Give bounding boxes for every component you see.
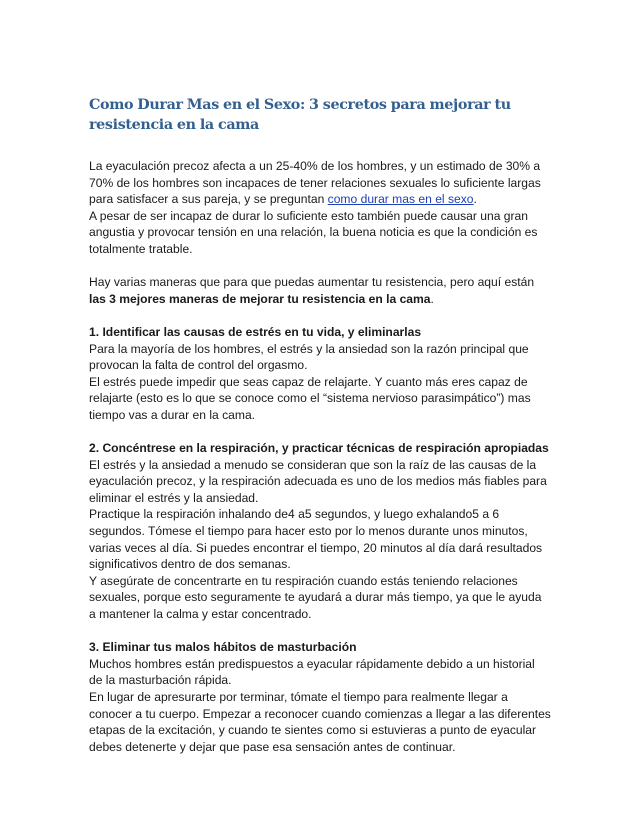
section-3 bbox=[89, 639, 551, 755]
section-2-heading: 2. Concéntrese en la respiración, y practicar técnicas de respiración apropiadas bbox=[89, 441, 549, 456]
article-body bbox=[89, 95, 551, 772]
intro-paragraph-2: A pesar de ser incapaz de durar lo suficiente esto también puede causar una gran angustia y provocar tensión en una relación, la buena noticia es que la condición es totalmente tratable. bbox=[89, 208, 538, 256]
section-2-paragraph-1: El estrés y la ansiedad a menudo se consideran que son la raíz de las causas de la eyaculación precoz, y la respiración adecuada es uno de los medios más fiables para eliminar el estrés y la ansiedad. bbox=[89, 457, 547, 505]
overview-block bbox=[89, 274, 551, 307]
article-title: Como Durar Mas en el Sexo: 3 secretos para mejorar tu resistencia en la cama bbox=[89, 97, 511, 133]
section-1 bbox=[89, 324, 551, 424]
section-1-paragraph-2: El estrés puede impedir que seas capaz de relajarte. Y cuanto más eres capaz de relajarte (esto es lo que se conoce como el “sistema nervioso parasimpático”) mas tiempo vas a durar en la cama. bbox=[89, 374, 531, 422]
intro-block bbox=[89, 158, 551, 258]
section-1-heading: 1. Identificar las causas de estrés en tu vida, y eliminarlas bbox=[89, 324, 422, 339]
section-3-heading: 3. Eliminar tus malos hábitos de masturbación bbox=[89, 640, 357, 655]
overview-paragraph: Hay varias maneras que para que puedas aumentar tu resistencia, pero aquí están las 3 mejores maneras de mejorar tu resistencia en la cama. bbox=[89, 275, 535, 306]
section-1-paragraph-1: Para la mayoría de los hombres, el estrés y la ansiedad son la razón principal que provocan la falta de control del orgasmo. bbox=[89, 341, 529, 373]
overview-bold-text: las 3 mejores maneras de mejorar tu resistencia en la cama bbox=[89, 291, 431, 306]
section-2-paragraph-3: Y asegúrate de concentrarte en tu respiración cuando estás teniendo relaciones sexuales, porque esto seguramente te ayudará a durar más tiempo, ya que le ayuda a mantener la calma y estar concentrado. bbox=[89, 573, 542, 622]
section-2-paragraph-2: Practique la respiración inhalando de4 a5 segundos, y luego exhalando5 a 6 segundos. Tómese el tiempo para hacer esto por lo menos durante unos minutos, varias veces al día. Si puedes encontrar el tiempo, 20 minutos al día dará resultados significativos dentro de dos semanas. bbox=[89, 507, 543, 572]
section-3-paragraph-2: En lugar de apresurarte por terminar, tómate el tiempo para realmente llegar a conocer a tu cuerpo. Empezar a reconocer cuando comienzas a llegar a las diferentes etapas de la excitación, y cuando te sientes como si estuvieras a punto de eyacular debes detenerte y dejar que pase esa sensación antes de continuar. bbox=[89, 690, 551, 754]
intro-paragraph-1: La eyaculación precoz afecta a un 25-40% de los hombres, y un estimado de 30% a 70% de los hombres son incapaces de tener relaciones sexuales lo suficiente largas para satisfacer a sus pareja, y se preguntan como durar mas en el sexo. bbox=[89, 159, 541, 207]
como-durar-link[interactable]: como durar mas en el sexo bbox=[327, 192, 474, 207]
section-3-paragraph-1: Muchos hombres están predispuestos a eyacular rápidamente debido a un historial de la masturbación rápida. bbox=[89, 656, 535, 688]
section-2 bbox=[89, 440, 551, 623]
